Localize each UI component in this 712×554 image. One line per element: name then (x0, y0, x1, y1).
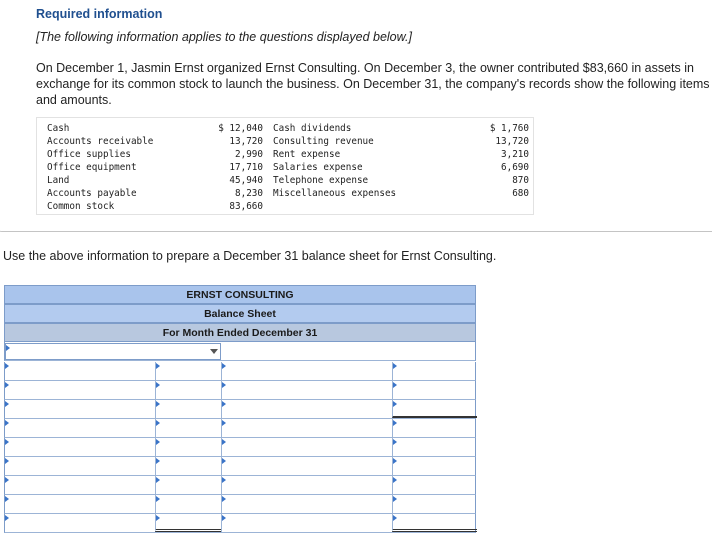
input-marker-icon (393, 363, 397, 369)
sheet-statement-title: Balance Sheet (4, 304, 476, 323)
sheet-company-name: ERNST CONSULTING (4, 285, 476, 304)
account-value: 2,990 (235, 149, 263, 160)
input-marker-icon (5, 515, 9, 521)
account-value: $ 1,760 (489, 123, 529, 134)
sheet-row (4, 362, 476, 381)
amount-input[interactable] (392, 438, 477, 456)
input-marker-icon (156, 420, 160, 426)
input-marker-icon (5, 420, 9, 426)
amount-input[interactable] (392, 476, 477, 494)
account-name: Office supplies (47, 149, 131, 160)
account-name: Accounts payable (47, 188, 137, 199)
account-value: 17,710 (229, 162, 263, 173)
input-marker-icon (156, 363, 160, 369)
input-marker-icon (156, 477, 160, 483)
amount-input[interactable] (392, 381, 477, 399)
amount-input[interactable] (155, 362, 221, 380)
account-label-input[interactable] (5, 514, 155, 532)
input-marker-icon (393, 382, 397, 388)
input-marker-icon (5, 496, 9, 502)
account-label-input[interactable] (221, 514, 392, 532)
input-marker-icon (222, 496, 226, 502)
account-label-input[interactable] (221, 438, 392, 456)
input-marker-icon (393, 420, 397, 426)
sheet-row (4, 457, 476, 476)
chevron-down-icon[interactable] (210, 349, 218, 354)
account-label-input[interactable] (221, 495, 392, 513)
accounts-table (36, 117, 534, 215)
amount-input[interactable] (155, 381, 221, 399)
input-marker-icon (222, 515, 226, 521)
amount-input[interactable] (155, 514, 221, 532)
sheet-row (4, 419, 476, 438)
right-account-values (447, 122, 529, 200)
input-marker-icon (5, 458, 9, 464)
account-name: Rent expense (273, 149, 341, 160)
amount-input[interactable] (392, 362, 477, 380)
right-account-names (273, 122, 396, 200)
account-label-input[interactable] (5, 495, 155, 513)
account-value: $ 12,040 (218, 123, 263, 134)
required-info-title: Required information (36, 7, 163, 21)
account-value: 680 (512, 188, 529, 199)
account-label-input[interactable] (221, 400, 392, 418)
account-value: 3,210 (501, 149, 529, 160)
input-marker-icon (222, 382, 226, 388)
account-name: Cash (47, 123, 70, 134)
scenario-text: On December 1, Jasmin Ernst organized Ernst Consulting. On December 3, the owner contributed $83,660 in assets in exchange for its common stock to launch the business. On December 31, the company's records show the following items and amounts. (36, 61, 710, 107)
account-label-input[interactable] (5, 457, 155, 475)
account-name: Accounts receivable (47, 136, 154, 147)
account-label-input[interactable] (5, 476, 155, 494)
account-value: 13,720 (495, 136, 529, 147)
amount-input[interactable] (155, 438, 221, 456)
account-label-input[interactable] (5, 362, 155, 380)
input-marker-icon (393, 477, 397, 483)
input-marker-icon (5, 401, 9, 407)
input-marker-icon (156, 458, 160, 464)
input-marker-icon (393, 401, 397, 407)
sheet-row (4, 400, 476, 419)
account-label-input[interactable] (221, 362, 392, 380)
input-marker-icon (5, 477, 9, 483)
account-label-input[interactable] (221, 419, 392, 437)
balance-sheet-worksheet (4, 285, 476, 532)
amount-input[interactable] (392, 495, 477, 513)
left-account-names (47, 122, 153, 213)
amount-input[interactable] (155, 457, 221, 475)
amount-input[interactable] (155, 476, 221, 494)
sheet-row (4, 476, 476, 495)
amount-input[interactable] (155, 419, 221, 437)
sheet-row (4, 342, 476, 361)
input-marker-icon (393, 439, 397, 445)
input-marker-icon (5, 363, 9, 369)
amount-input[interactable] (155, 495, 221, 513)
input-marker-icon (393, 515, 397, 521)
amount-input[interactable] (392, 400, 477, 418)
sheet-row (4, 514, 476, 533)
account-label-input[interactable] (5, 400, 155, 418)
account-value: 870 (512, 175, 529, 186)
input-marker-icon (222, 363, 226, 369)
input-marker-icon (393, 496, 397, 502)
account-name: Cash dividends (273, 123, 352, 134)
input-marker-icon (222, 401, 226, 407)
input-marker-icon (393, 458, 397, 464)
account-label-input[interactable] (5, 381, 155, 399)
account-value: 6,690 (501, 162, 529, 173)
input-marker-icon (5, 382, 9, 388)
account-label-input[interactable] (221, 457, 392, 475)
period-select[interactable] (5, 343, 221, 360)
amount-input[interactable] (392, 419, 477, 437)
input-marker-icon (156, 496, 160, 502)
amount-input[interactable] (392, 457, 477, 475)
amount-input[interactable] (392, 514, 477, 532)
sheet-row (4, 381, 476, 400)
input-marker-icon (156, 439, 160, 445)
input-marker-icon (222, 458, 226, 464)
account-name: Salaries expense (273, 162, 363, 173)
account-name: Consulting revenue (273, 136, 374, 147)
sheet-period: For Month Ended December 31 (4, 323, 476, 342)
account-name: Common stock (47, 201, 115, 212)
account-value: 13,720 (229, 136, 263, 147)
account-name: Miscellaneous expenses (273, 188, 397, 199)
input-marker-icon (156, 515, 160, 521)
input-marker-icon (222, 477, 226, 483)
account-label-input[interactable] (5, 438, 155, 456)
input-marker-icon (6, 345, 10, 351)
sheet-row (4, 495, 476, 514)
account-label-input[interactable] (221, 476, 392, 494)
input-marker-icon (156, 401, 160, 407)
account-value: 45,940 (229, 175, 263, 186)
required-info-subtitle: [The following information applies to the questions displayed below.] (36, 30, 412, 44)
account-label-input[interactable] (5, 419, 155, 437)
input-marker-icon (156, 382, 160, 388)
sheet-row (4, 438, 476, 457)
instruction-text: Use the above information to prepare a December 31 balance sheet for Ernst Consulting. (3, 249, 497, 263)
input-marker-icon (222, 420, 226, 426)
account-name: Office equipment (47, 162, 137, 173)
input-marker-icon (5, 439, 9, 445)
account-label-input[interactable] (221, 381, 392, 399)
left-account-values (187, 122, 263, 213)
account-value: 8,230 (235, 188, 263, 199)
amount-input[interactable] (155, 400, 221, 418)
account-value: 83,660 (229, 201, 263, 212)
input-marker-icon (222, 439, 226, 445)
account-name: Land (47, 175, 70, 186)
account-name: Telephone expense (273, 175, 369, 186)
